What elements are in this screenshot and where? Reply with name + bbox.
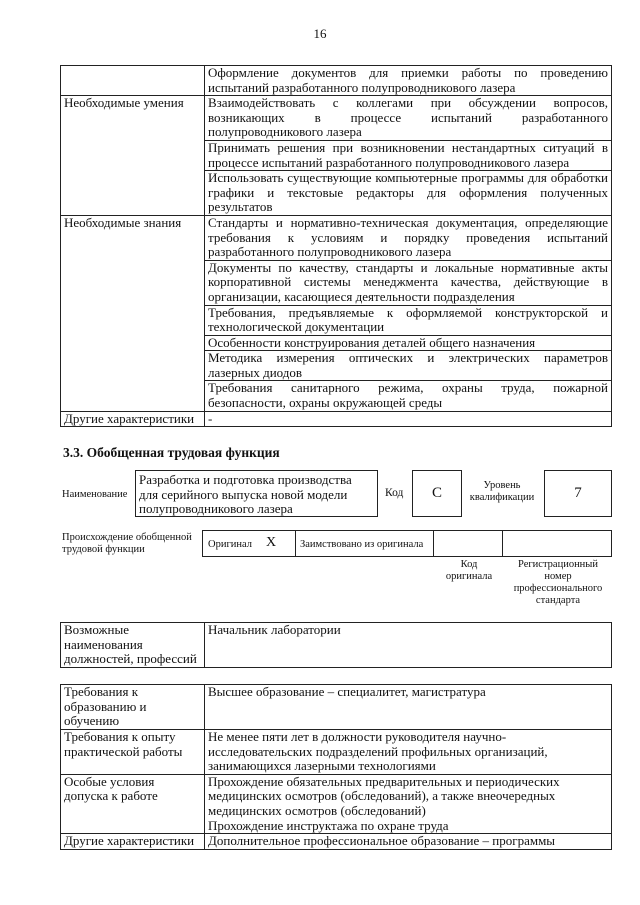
- table-cell: Документы по качеству, стандарты и локальные нормативные акты корпоративной системы менеджмента качества, действующие в организации, касающиеся деятельности подразделения: [205, 260, 612, 305]
- table-cell: Особенности конструирования деталей общего назначения: [205, 335, 612, 351]
- row-label: Необходимые умения: [61, 96, 205, 216]
- divider: [295, 530, 296, 557]
- borrowed-label: Заимствовано из оригинала: [300, 539, 424, 550]
- table-row: [61, 685, 612, 730]
- table-cell: Использовать существующие компьютерные программы для обработки графики и текстовые редакторы для оформления полученных результатов: [205, 171, 612, 216]
- cell-line: Прохождение инструктажа по охране труда: [208, 817, 449, 833]
- row-label: Другие характеристики: [61, 411, 205, 427]
- row-label: [61, 66, 205, 96]
- function-name-box: Разработка и подготовка производства для серийного выпуска новой модели полупроводникового лазера: [135, 470, 378, 517]
- requirements-table: [60, 684, 612, 850]
- row-label: Возможные наименования должностей, профессий: [61, 623, 205, 668]
- row-label: Необходимые знания: [61, 215, 205, 411]
- positions-table: [60, 622, 612, 668]
- table-row: [61, 96, 612, 141]
- table-cell: Требования санитарного режима, охраны труда, пожарной безопасности, охраны окружающей среды: [205, 381, 612, 411]
- table-cell: [205, 774, 612, 833]
- row-label: Требования к опыту практической работы: [61, 730, 205, 775]
- table-row: [61, 774, 612, 833]
- table-cell: Стандарты и нормативно-техническая документация, определяющие требования к условиям и порядку проведения испытаний разработанного полупроводникового лазера: [205, 215, 612, 260]
- level-value-box: 7: [544, 470, 612, 517]
- table-cell: Оформление документов для приемки работы по проведению испытаний разработанного полупроводникового лазера: [205, 66, 612, 96]
- table-cell: Принимать решения при возникновении нестандартных ситуаций в процессе испытаний разработанного полупроводникового лазера: [205, 140, 612, 170]
- table-cell: Не менее пяти лет в должности руководителя научно-исследовательских подразделений профильных организаций, занимающихся лазерными технологиями: [205, 730, 612, 775]
- level-label: Уровень квалификации: [469, 480, 535, 503]
- reg-number-label: Регистрационный номер профессионального стандарта: [513, 559, 603, 606]
- table-row: [61, 411, 612, 427]
- table-row: [61, 66, 612, 96]
- code-original-label: Код оригинала: [445, 559, 493, 582]
- row-label: Требования к образованию и обучению: [61, 685, 205, 730]
- name-label: Наименование: [62, 489, 128, 500]
- table-cell: Методика измерения оптических и электрических параметров лазерных диодов: [205, 351, 612, 381]
- row-label: Особые условия допуска к работе: [61, 774, 205, 833]
- table-cell: Высшее образование – специалитет, магистратура: [205, 685, 612, 730]
- origin-label: Происхождение обобщенной трудовой функции: [62, 532, 192, 555]
- divider: [502, 530, 503, 557]
- table-cell: Дополнительное профессиональное образование – программы: [205, 834, 612, 850]
- code-label: Код: [385, 487, 404, 499]
- code-value-box: C: [412, 470, 462, 517]
- table-cell: Взаимодействовать с коллегами при обсуждении вопросов, возникающих в процессе испытаний разработанного полупроводникового лазера: [205, 96, 612, 141]
- table-cell: -: [205, 411, 612, 427]
- table-cell: Начальник лаборатории: [205, 623, 612, 668]
- skills-knowledge-table: [60, 65, 612, 427]
- table-row: [61, 834, 612, 850]
- row-label: Другие характеристики: [61, 834, 205, 850]
- cell-line: Прохождение обязательных предварительных и периодических медицинских осмотров (обследований), а также внеочередных медицинских осмотров (обследований): [208, 773, 560, 818]
- original-label: Оригинал: [208, 539, 252, 550]
- table-row: [61, 623, 612, 668]
- divider: [433, 530, 434, 557]
- table-row: [61, 215, 612, 260]
- table-row: [61, 730, 612, 775]
- table-cell: Требования, предъявляемые к оформляемой конструкторской и технологической документации: [205, 305, 612, 335]
- section-title: 3.3. Обобщенная трудовая функция: [63, 445, 280, 460]
- original-mark: X: [266, 535, 277, 550]
- page-number: 16: [313, 26, 327, 41]
